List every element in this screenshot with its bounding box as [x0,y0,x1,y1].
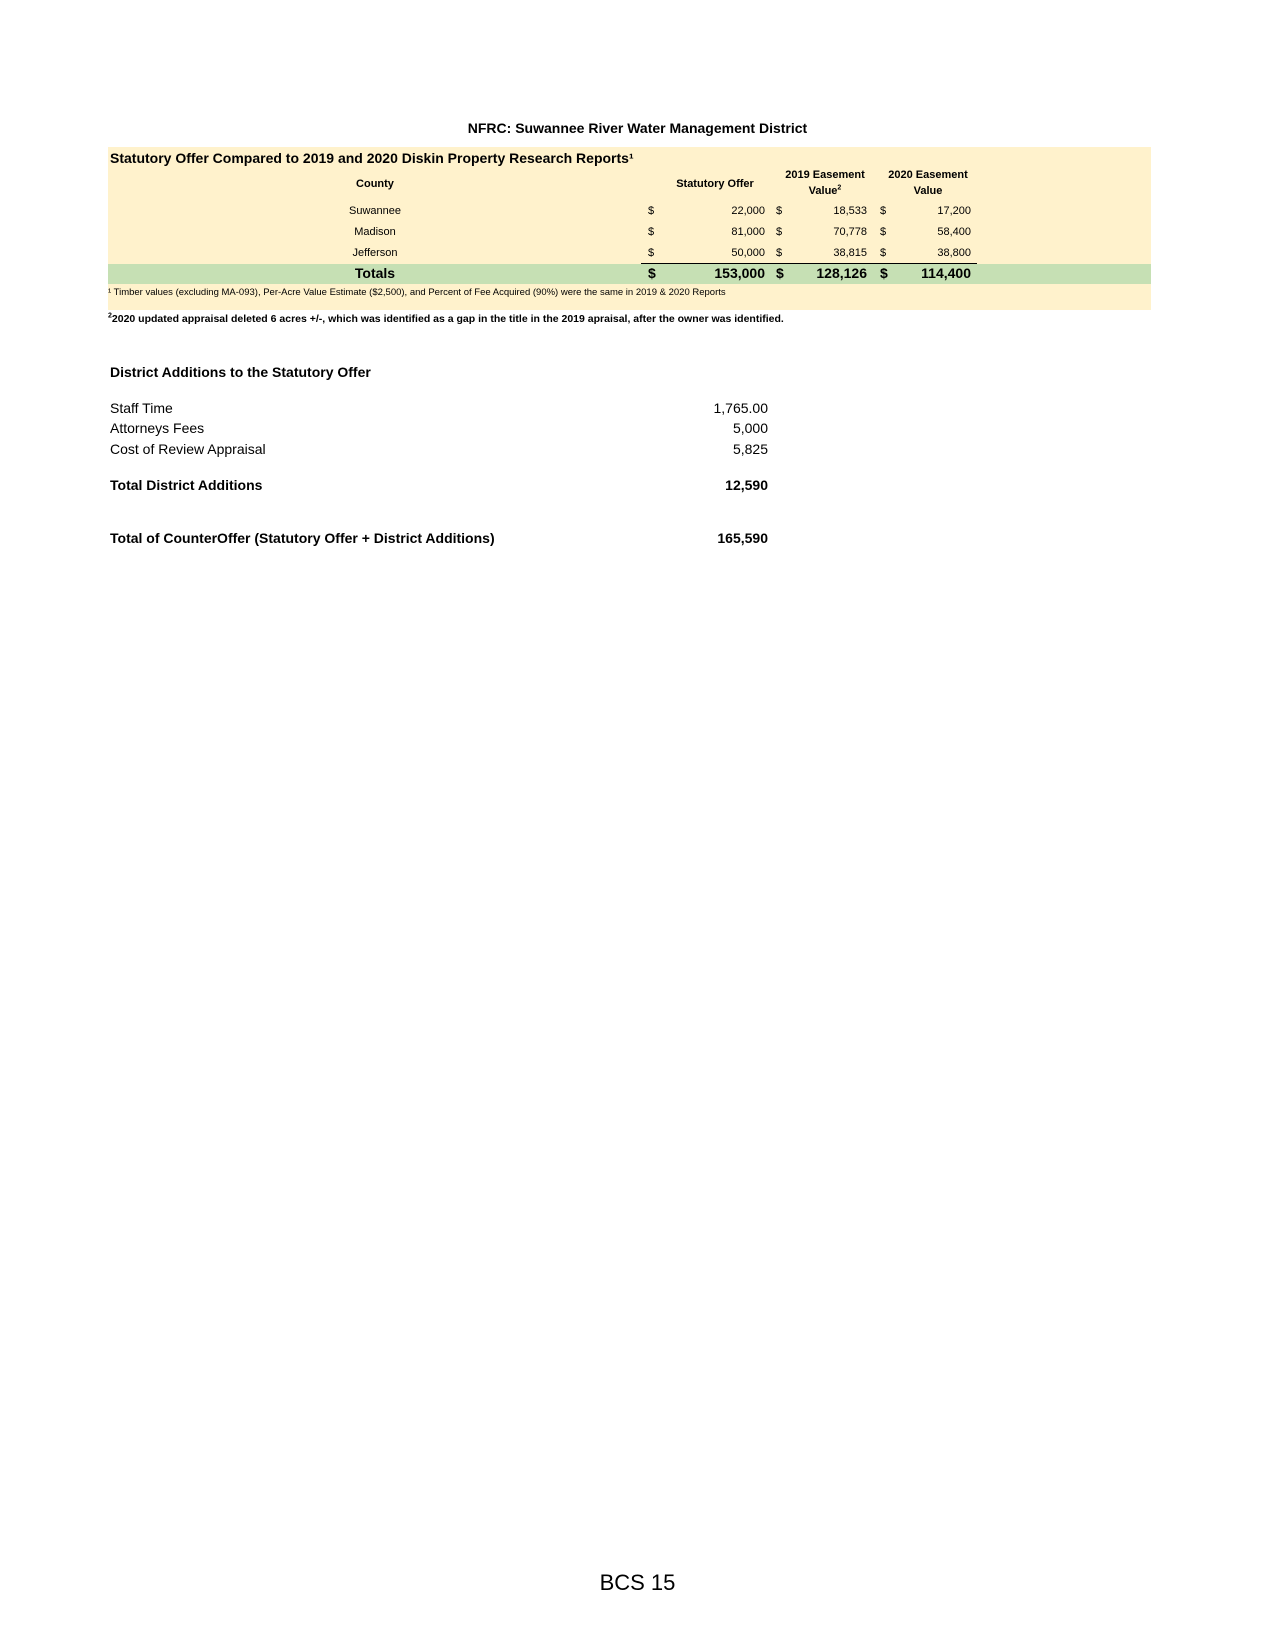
header-2019-easement: 2019 Easement [785,169,865,181]
row-jefferson-2020: 38,800 [937,247,971,259]
row-madison-currency-1: $ [648,226,655,238]
row-jefferson-currency-3: $ [880,247,887,259]
table-heading-mark: ¹ [628,150,634,166]
totals-currency-1: $ [648,265,656,281]
header-2019-mark: 2 [837,184,842,192]
row-jefferson-currency-1: $ [648,247,655,259]
table-background [108,147,1151,310]
totals-rule [641,263,977,264]
row-madison-currency-3: $ [880,226,887,238]
header-2020-value: Value [913,185,943,197]
footnote-2 [108,313,784,325]
row-suwannee-county: Suwannee [349,205,401,217]
totals-label: Totals [354,265,396,281]
row-madison-currency-2: $ [776,226,783,238]
table-heading-text: Statutory Offer Compared to 2019 and 2020 Diskin Property Research Reports [110,150,629,166]
additions-label-review-appraisal: Cost of Review Appraisal [110,441,266,457]
row-suwannee-currency-3: $ [880,205,887,217]
table-heading [110,150,634,166]
totals-2020: 114,400 [921,265,971,281]
additions-value-staff-time: 1,765.00 [713,400,768,416]
header-2019-value-text: Value [808,185,838,197]
additions-title: District Additions to the Statutory Offer [110,364,371,380]
additions-label-staff-time: Staff Time [110,400,173,416]
header-statutory-offer: Statutory Offer [676,178,754,190]
totals-currency-3: $ [880,265,888,281]
row-jefferson-2019: 38,815 [833,247,867,259]
row-suwannee-statutory: 22,000 [731,205,765,217]
header-2019-value [775,185,875,197]
row-jefferson-currency-2: $ [776,247,783,259]
page-title: NFRC: Suwannee River Water Management District [467,120,808,136]
totals-currency-2: $ [776,265,784,281]
row-madison-statutory: 81,000 [731,226,765,238]
row-suwannee-currency-2: $ [776,205,783,217]
row-suwannee-2019: 18,533 [833,205,867,217]
counteroffer-value: 165,590 [717,530,768,546]
row-madison-2019: 70,778 [833,226,867,238]
header-2020-easement: 2020 Easement [888,169,968,181]
additions-total-value: 12,590 [725,477,768,493]
totals-2019: 128,126 [816,265,867,281]
additions-label-attorneys-fees: Attorneys Fees [110,420,205,436]
additions-value-attorneys-fees: 5,000 [732,420,768,436]
counteroffer-label: Total of CounterOffer (Statutory Offer + District Additions) [110,530,495,546]
totals-row-background [108,264,1151,284]
row-suwannee-currency-1: $ [648,205,655,217]
row-madison-2020: 58,400 [937,226,971,238]
footnote-1: ¹ Timber values (excluding MA-093), Per-Acre Value Estimate ($2,500), and Percent of Fee Acquired (90%) were the same in 2019 & 2020 Reports [108,287,726,298]
header-county: County [356,178,394,190]
additions-value-review-appraisal: 5,825 [732,441,768,457]
row-suwannee-2020: 17,200 [937,205,971,217]
totals-statutory: 153,000 [714,265,765,281]
page-footer: BCS 15 [599,1570,676,1595]
footnote-2-mark: 2 [108,312,112,320]
row-madison-county: Madison [354,226,396,238]
row-jefferson-statutory: 50,000 [731,247,765,259]
footnote-2-text: 2020 updated appraisal deleted 6 acres +/-, which was identified as a gap in the title in the 2019 apraisal, after the owner was identified. [111,313,784,325]
row-jefferson-county: Jefferson [352,247,398,259]
additions-total-label: Total District Additions [110,477,263,493]
